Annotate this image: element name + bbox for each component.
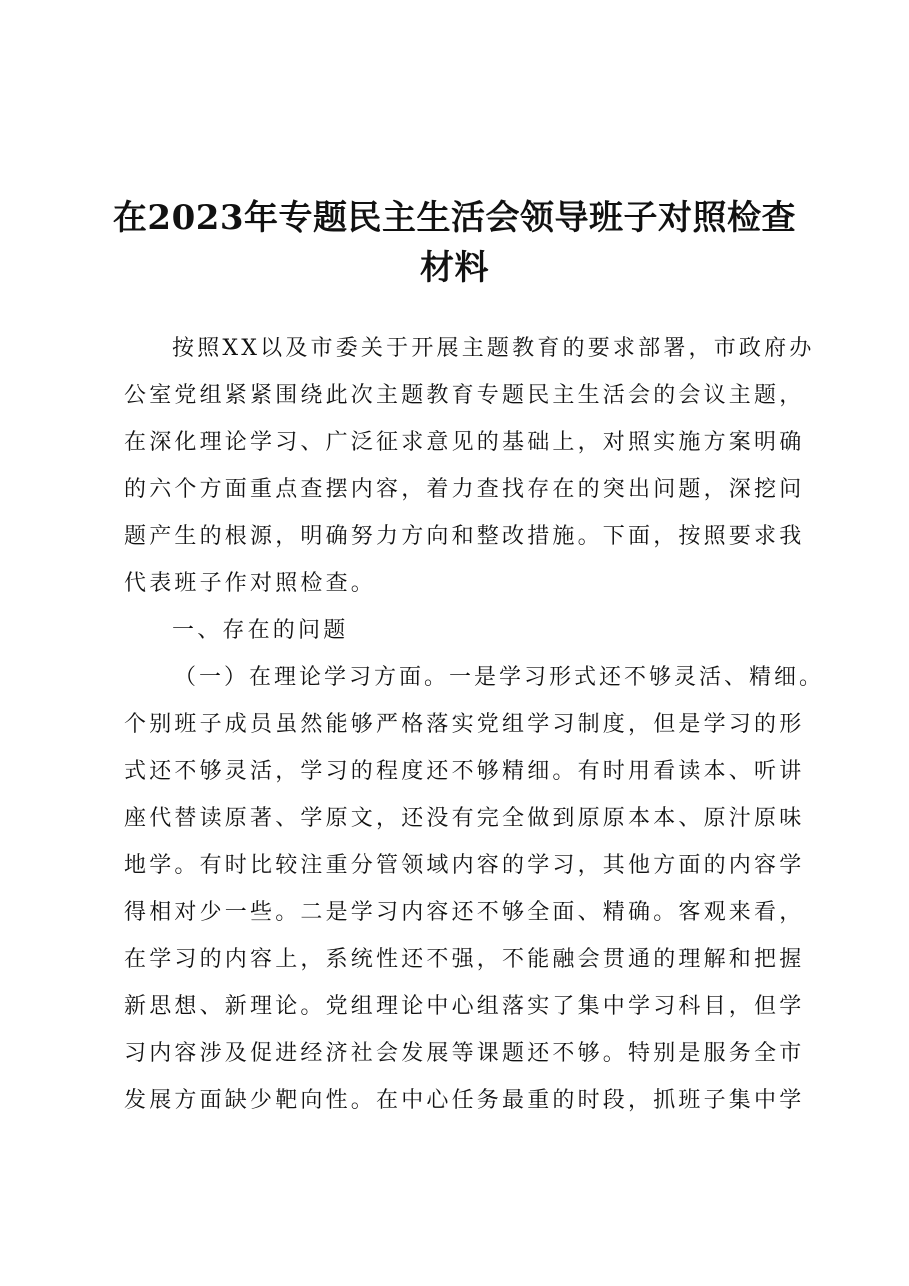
paragraph-1-line-1: 按照XX以及市委关于开展主题教育的要求部署，市政府办 (172, 336, 815, 361)
paragraph-2-line-2: 个别班子成员虽然能够严格落实党组学习制度，但是学习的形 (124, 712, 805, 737)
paragraph-1-line-6: 代表班子作对照检查。 (124, 571, 377, 596)
paragraph-2-line-6: 得相对少一些。二是学习内容还不够全面、精确。客观来看， (124, 900, 805, 925)
paragraph-1-line-5: 题产生的根源，明确努力方向和整改措施。下面，按照要求我 (124, 524, 805, 549)
paragraph-1-line-4: 的六个方面重点查摆内容，着力查找存在的突出问题，深挖问 (124, 477, 805, 502)
paragraph-2-line-4: 座代替读原著、学原文，还没有完全做到原原本本、原汁原味 (124, 806, 805, 831)
paragraph-2-line-7: 在学习的内容上，系统性还不强，不能融会贯通的理解和把握 (124, 947, 805, 972)
paragraph-2-line-10: 发展方面缺少靶向性。在中心任务最重的时段，抓班子集中学 (124, 1088, 805, 1113)
paragraph-2-line-9: 习内容涉及促进经济社会发展等课题还不够。特别是服务全市 (124, 1041, 805, 1066)
paragraph-1-line-3: 在深化理论学习、广泛征求意见的基础上，对照实施方案明确 (124, 430, 805, 455)
document-title-line-1: 在2023年专题民主生活会领导班子对照检查 (112, 198, 797, 238)
paragraph-2-line-5: 地学。有时比较注重分管领域内容的学习，其他方面的内容学 (124, 853, 805, 878)
paragraph-2-line-3: 式还不够灵活，学习的程度还不够精细。有时用看读本、听讲 (124, 759, 805, 784)
section-heading-problems: 一、存在的问题 (172, 618, 349, 643)
paragraph-1-line-2: 公室党组紧紧围绕此次主题教育专题民主生活会的会议主题， (124, 383, 805, 408)
document-title-line-2: 材料 (420, 248, 489, 288)
paragraph-2-line-8: 新思想、新理论。党组理论中心组落实了集中学习科目，但学 (124, 994, 805, 1019)
paragraph-2-line-1: （一）在理论学习方面。一是学习形式还不够灵活、精细。 (174, 665, 825, 690)
